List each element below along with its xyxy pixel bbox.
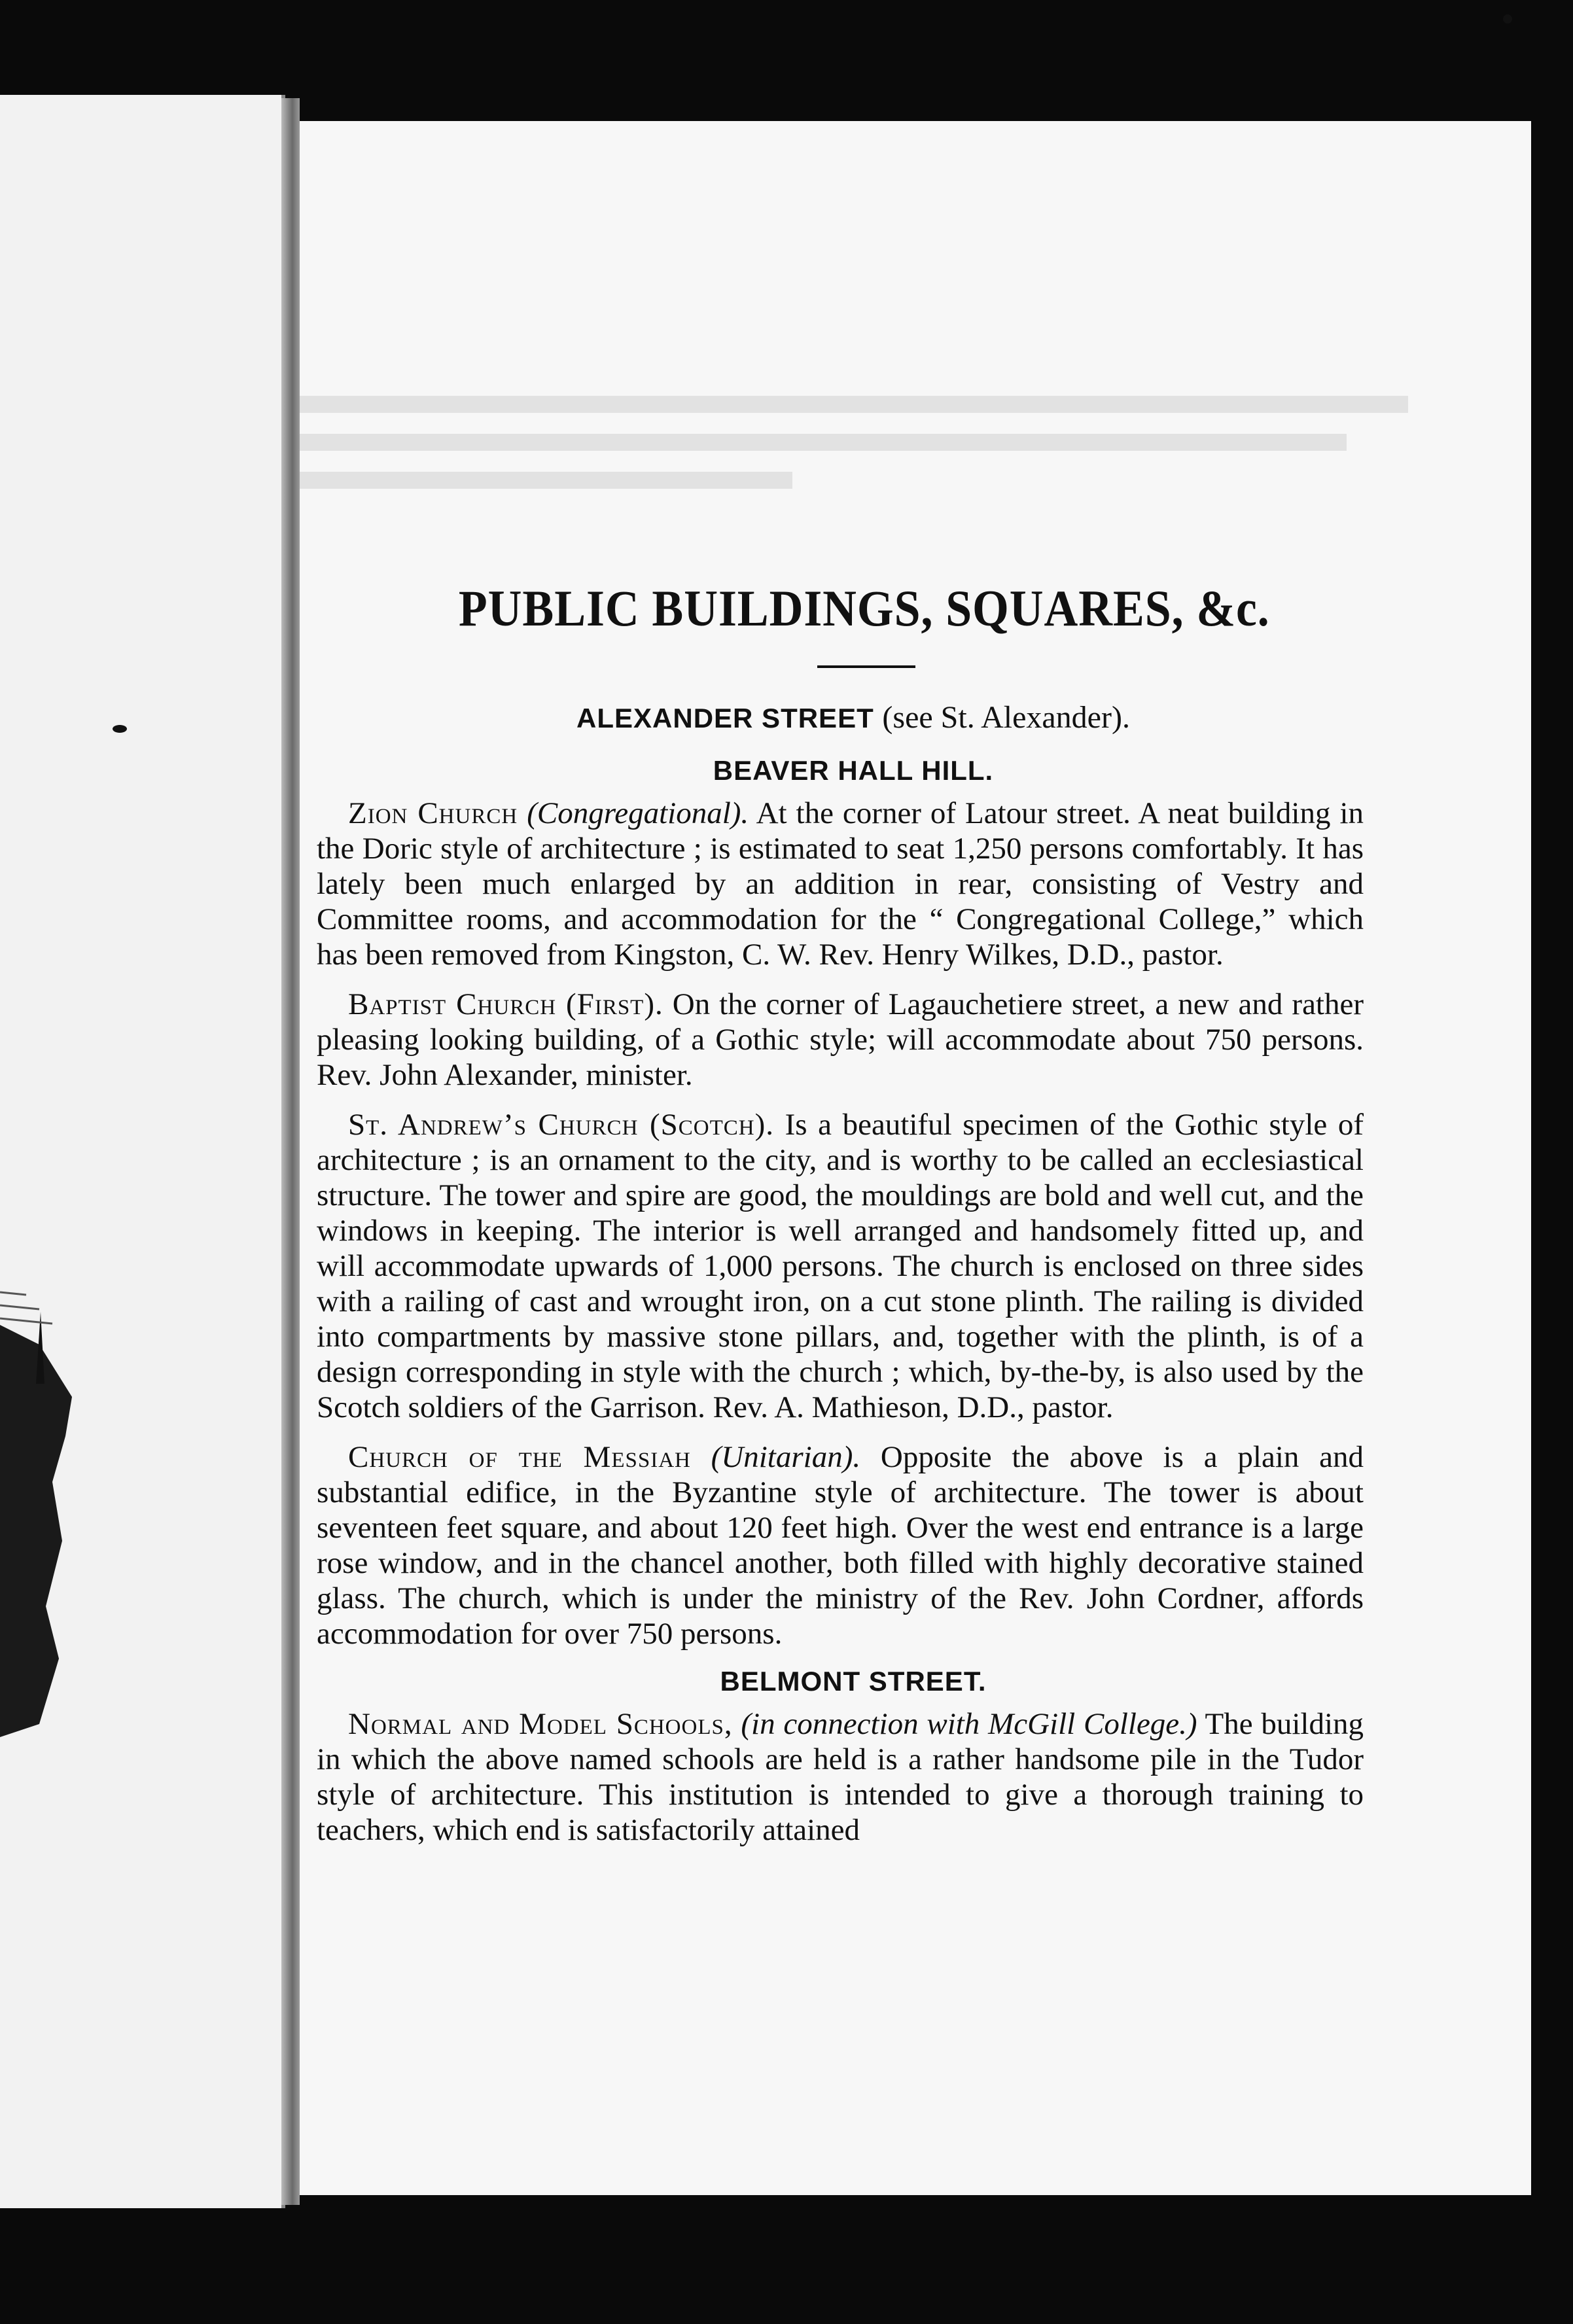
entry-baptist-church	[317, 987, 1364, 1093]
section-heading-belmont: BELMONT STREET.	[720, 1666, 987, 1697]
entry-text: Is a beautiful specimen of the Gothic style of architecture ; is an ornament to the city, and is worthy to be called an ecclesiastical structure. The tower and spire are good, the mouldings are bold and well cut, and the windows in keeping. The interior is well arranged and handsomely fitted up, and will accommodate upwards of 1,000 persons. The church is enclosed on three sides with a railing of cast and wrought iron, on a cut stone plinth. The railing is divided into compartments by massive stone pillars, and, together with the plinth, is of a design corresponding in style with the church ; which, by-the-by, is also used by the Scotch soldiers of the Garrison. Rev. A. Mathieson, D.D., pastor.	[317, 1108, 1364, 1424]
entry-name: St. Andrew’s Church (Scotch).	[348, 1108, 775, 1142]
page-content	[317, 579, 1364, 1862]
book-gutter	[281, 98, 300, 2205]
section-heading-text: ALEXANDER STREET	[576, 703, 874, 733]
entry-st-andrews-church	[317, 1107, 1364, 1425]
entry-name: Church of the Messiah	[348, 1440, 691, 1474]
section-heading-beaver-hall: BEAVER HALL HILL.	[713, 755, 994, 786]
speck	[113, 725, 127, 733]
entry-text: At the corner of Latour street. A neat building in the Doric style of architecture ; is estimated to seat 1,250 persons comfortably. It has lately been much enlarged by an addition in rear, consisting of Vestry and Committee rooms, and accommodation for the “ Congregational College,” which has been removed from Kingston, C. W. Rev. Henry Wilkes, D.D., pastor.	[317, 796, 1364, 972]
entry-normal-and-model-schools	[317, 1706, 1364, 1848]
entry-name: Baptist Church (First).	[348, 987, 663, 1021]
speck	[1503, 14, 1512, 24]
document-page	[300, 121, 1531, 2195]
entry-qualifier: (Unitarian).	[711, 1440, 861, 1474]
entry-text: Opposite the above is a plain and substantial edifice, in the Byzantine style of architecture. The tower is about seventeen feet square, and about 120 feet high. Over the west end entrance is a large rose window, and in the chancel another, both filled with highly decorative stained glass. The church, which is under the ministry of the Rev. John Cordner, affords accommodation for over 750 persons.	[317, 1440, 1364, 1651]
title-rule	[817, 665, 915, 668]
section-heading-alexander	[317, 699, 1364, 735]
entry-qualifier: (Congregational).	[527, 796, 749, 830]
entry-zion-church	[317, 796, 1364, 972]
entry-text: On the corner of Lagauchetiere street, a new and rather pleasing looking building, of a Gothic style; will accommodate about 750 persons. Rev. John Alexander, minister.	[317, 987, 1364, 1092]
facing-page	[0, 95, 285, 2208]
entry-name: Normal and Model Schools,	[348, 1707, 733, 1741]
entry-church-of-the-messiah	[317, 1439, 1364, 1651]
entry-text: The building in which the above named schools are held is a rather handsome pile in the Tudor style of architecture. This institution is intended to give a thorough training to teachers, which end is satisfactorily attained	[317, 1707, 1364, 1847]
engraving-fragment	[0, 1266, 79, 1737]
page-title: PUBLIC BUILDINGS, SQUARES, &c.	[458, 580, 1270, 637]
entry-name: Zion Church	[348, 796, 518, 830]
section-heading-note: (see St. Alexander).	[882, 700, 1130, 735]
entry-qualifier: (in connection with McGill College.)	[741, 1707, 1197, 1741]
